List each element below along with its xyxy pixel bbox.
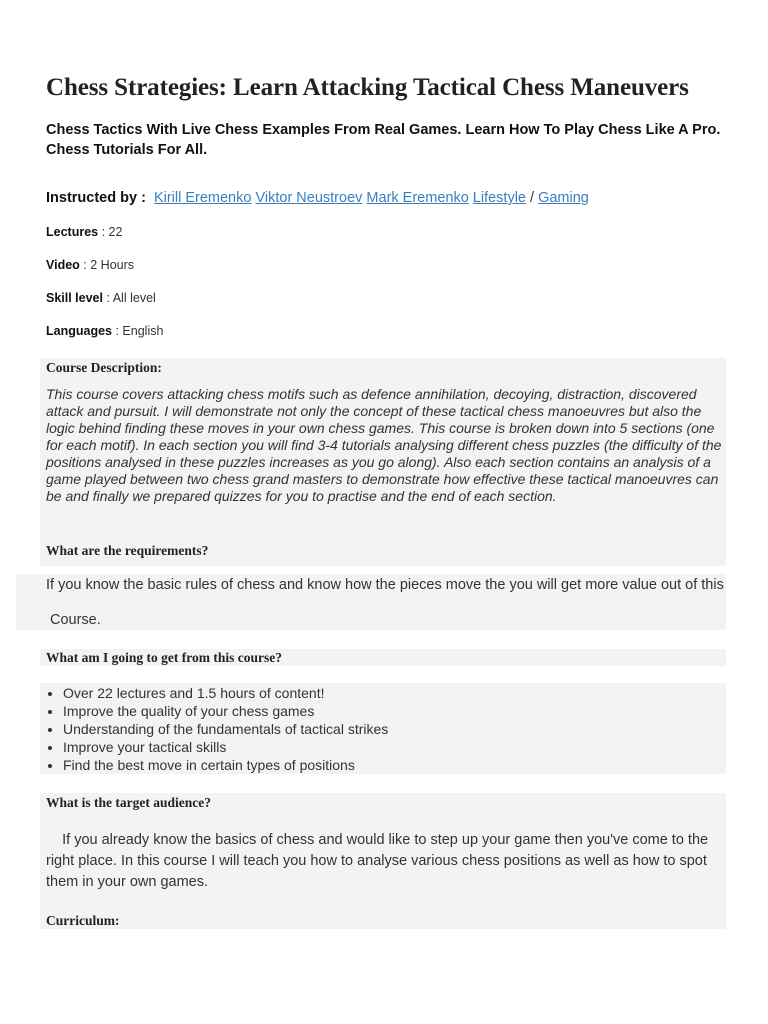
video-value: : 2 Hours — [83, 258, 135, 272]
benefit-item: • Improve your tactical skills — [63, 738, 388, 756]
instructor-link-mark[interactable]: Mark Eremenko — [366, 190, 469, 206]
skill-level-value: : All level — [106, 291, 156, 305]
languages-label: Languages — [46, 324, 112, 338]
video-label: Video — [46, 258, 80, 272]
requirements-text-line-1: If you know the basic rules of chess and know how the pieces move the you will get more value out of this — [46, 577, 724, 593]
requirements-heading: What are the requirements? — [46, 543, 209, 558]
page-title: Chess Strategies: Learn Attacking Tactical Chess Maneuvers — [46, 74, 689, 101]
instructor-link-kirill[interactable]: Kirill Eremenko — [153, 190, 252, 206]
instructors-line — [46, 190, 589, 206]
languages-row — [46, 324, 163, 338]
page-subtitle: Chess Tactics With Live Chess Examples From Real Games. Learn How To Play Chess Like A Pro. Chess Tutorials For All. — [46, 122, 721, 158]
languages-value: : English — [115, 324, 164, 338]
benefit-item: • Over 22 lectures and 1.5 hours of content! — [63, 684, 388, 702]
audience-heading: What is the target audience? — [46, 795, 211, 810]
skill-level-label: Skill level — [46, 291, 103, 305]
benefits-list — [44, 684, 388, 774]
video-row — [46, 258, 134, 272]
description-heading: Course Description: — [46, 360, 162, 375]
requirements-text-line-2: Course. — [50, 612, 101, 628]
lectures-value: : 22 — [101, 225, 123, 239]
curriculum-heading: Curriculum: — [46, 913, 120, 928]
lectures-label: Lectures — [46, 225, 99, 239]
lectures-row — [46, 225, 122, 239]
subcategory-link[interactable]: Gaming — [538, 190, 589, 206]
benefit-item: • Find the best move in certain types of positions — [63, 756, 388, 774]
category-separator: / — [530, 190, 535, 206]
category-link[interactable]: Lifestyle — [472, 190, 526, 206]
skill-level-row — [46, 291, 156, 305]
audience-text: If you already know the basics of chess and would like to step up your game then you've come to the right place. In this course I will teach you how to analyse various chess positions as well as how to spot them in your own games. — [46, 832, 709, 890]
benefits-heading: What am I going to get from this course? — [46, 650, 282, 665]
benefit-item: • Understanding of the fundamentals of tactical strikes — [63, 720, 388, 738]
instructors-label: Instructed by : — [46, 190, 146, 206]
benefit-item: • Improve the quality of your chess games — [63, 702, 388, 720]
instructor-link-viktor[interactable]: Viktor Neustroev — [255, 190, 363, 206]
description-text: This course covers attacking chess motifs such as defence annihilation, decoying, distraction, discovered attack and pursuit. I will demonstrate not only the concept of these tactical chess manoeuvres but also the logic behind finding these moves in your own chess games. This course is broken down into 5 sections (one for each motif). In each section you will find 3-4 tutorials analysing different chess puzzles (the difficulty of the positions analysed in these puzzles increases as you go along). Also each section contains an analysis of a game played between two chess grand masters to demonstrate how effective these tactical manoeuvres can be and finally we prepared quizzes for you to practise and the end of each section. — [46, 386, 722, 504]
